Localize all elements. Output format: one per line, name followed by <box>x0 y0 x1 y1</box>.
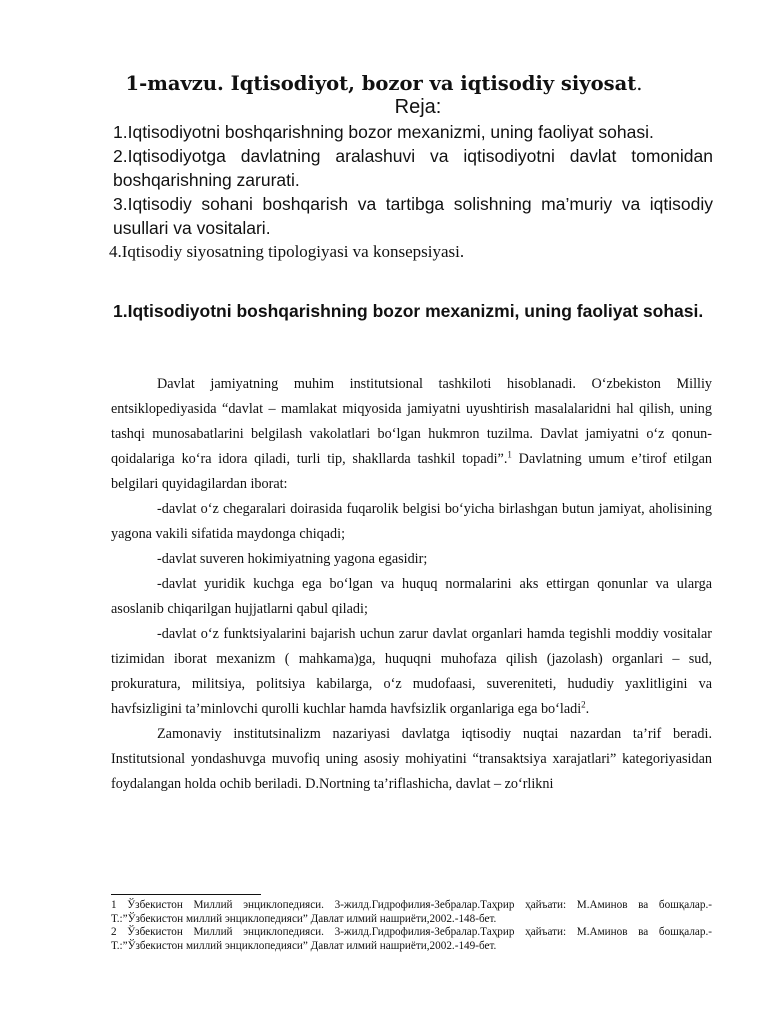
paragraph-text: Davlatning umum e’tirof etilgan belgilari quyidagilardan iborat: <box>111 451 712 492</box>
page-title <box>0 72 768 95</box>
footnote-ref[interactable]: 2 <box>581 699 586 710</box>
paragraph-text: -davlat o‘z funktsiyalarini bajarish uchun zarur davlat organlari hamda tegishli moddiy vositalar tizimidan iborat mexanizm ( mahkama)ga, huquqni muhofaza qilish (jazolash) organlari – sud, prokuratura, militsiya, politsiya kabilarga, o‘z mudofaasi, suvereniteti, hududiy yaxlitligini va havfsizligini ta’minlovchi qurolli kuchlar hamda havfsizlik organlariga ega bo‘ladi <box>111 626 712 717</box>
footnote-divider <box>111 894 261 895</box>
paragraph: -davlat o‘z chegaralari doirasida fuqarolik belgisi bo‘yicha birlashgan butun jamiyat, aholisining yagona vakili sifatida maydonga chiqadi; <box>111 501 712 542</box>
section-heading: 1.Iqtisodiyotni boshqarishning bozor mexanizmi, uning faoliyat sohasi. <box>113 301 704 321</box>
footnote-ref[interactable]: 1 <box>507 449 512 460</box>
paragraph <box>111 372 712 497</box>
plan-item: 3.Iqtisodiy sohani boshqarish va tartibga solishning ma’muriy va iqtisodiy usullari va vositalari. <box>113 194 713 238</box>
paragraph: -davlat yuridik kuchga ega bo‘lgan va huquq normalarini aks ettirgan qonunlar va ularga asoslanib chiqarilgan hujjatlarni qabul qiladi; <box>111 576 712 617</box>
plan-item: 2.Iqtisodiyotga davlatning aralashuvi va iqtisodiyotni davlat tomonidan boshqarishning zarurati. <box>113 146 713 190</box>
paragraph: -davlat suveren hokimiyatning yagona egasidir; <box>157 551 428 567</box>
footnotes <box>111 899 712 953</box>
body-text <box>111 372 712 797</box>
paragraph: Zamonaviy institutsinalizm nazariyasi davlatga iqtisodiy nuqtai nazardan ta’rif beradi. Institutsional yondashuvga muvofiq uning asosiy mohiyatini “transaktsiya xarajatlari” kategoriyasidan foydalangan holda ochib beriladi. D.Nortning ta’riflashicha, davlat – zo‘rlikni <box>111 726 712 792</box>
footnote: 1 Ўзбекистон Миллий энциклопедияси. 3-жилд.Гидрофилия-Зебралар.Таҳрир ҳайъати: М.Аминов ва бошқалар.-Т.:”Ўзбекистон миллий энциклопедияси” Давлат илмий нашриёти,2002.-148-бет. <box>111 899 712 925</box>
paragraph-text: Davlat jamiyatning muhim institutsional tashkiloti hisoblanadi. O‘zbekiston Milliy entsiklopediyasida “davlat – mamlakat miqyosida jamiyatni uyushtirish masalalaridni hal qilish, uning tashqi munosabatlarini belgilash vakolatlari bo‘lgan hukmron tuzilma. Davlat jamiyatni o‘z qonun-qoidalariga ko‘ra idora qiladi, turli tip, shakllarda tashkil topadi”. <box>111 376 712 467</box>
footnote: 2 Ўзбекистон Миллий энциклопедияси. 3-жилд.Гидрофилия-Зебралар.Таҳрир ҳайъати: М.Аминов ва бошқалар.-Т.:”Ўзбекистон миллий энциклопедияси” Давлат илмий нашриёти,2002.-149-бет. <box>111 926 712 952</box>
title-period: . <box>636 72 643 95</box>
plan-heading: Reja: <box>394 96 442 118</box>
paragraph <box>111 622 712 722</box>
paragraph-text: . <box>585 701 590 717</box>
title-text: 1-mavzu. Iqtisodiyot, bozor va iqtisodiy siyosat <box>125 72 637 95</box>
plan-item: 4.Iqtisodiy siyosatning tipologiyasi va konsepsiyasi. <box>109 242 465 261</box>
plan-list <box>109 120 713 264</box>
plan-item: 1.Iqtisodiyotni boshqarishning bozor mexanizmi, uning faoliyat sohasi. <box>113 122 654 142</box>
